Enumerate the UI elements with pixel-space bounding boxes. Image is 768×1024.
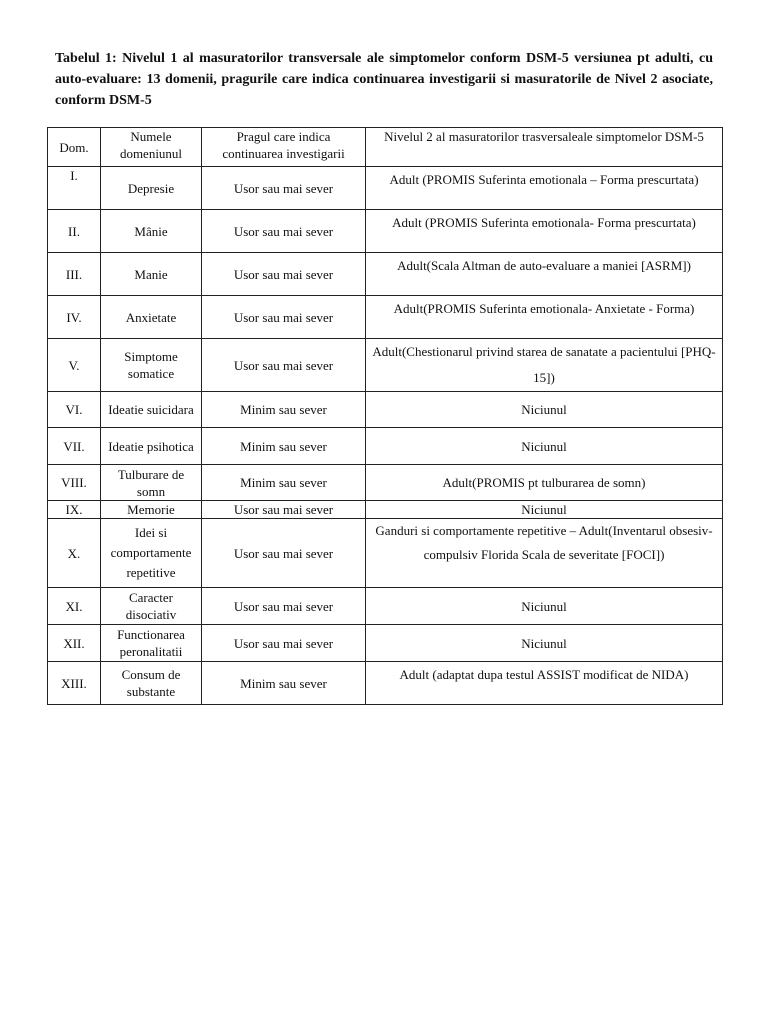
cell-name: Manie (101, 253, 202, 296)
cell-dom: X. (48, 519, 101, 588)
header-prag: Pragul care indica continuarea investigarii (202, 128, 366, 167)
cell-prag: Usor sau mai sever (202, 519, 366, 588)
table-row (48, 428, 723, 465)
cell-name: Caracter disociativ (101, 588, 202, 625)
cell-nivel: Niciunul (366, 501, 723, 519)
table-row (48, 296, 723, 339)
header-name: Numele domeniunul (101, 128, 202, 167)
cell-dom: IV. (48, 296, 101, 339)
cell-dom: II. (48, 210, 101, 253)
table-row (48, 625, 723, 662)
table-header-row (48, 128, 723, 167)
header-dom: Dom. (48, 128, 101, 167)
cell-name: Idei si comportamente repetitive (101, 519, 202, 588)
cell-prag: Usor sau mai sever (202, 167, 366, 210)
cell-prag: Usor sau mai sever (202, 296, 366, 339)
cell-dom: VI. (48, 392, 101, 428)
table-row (48, 519, 723, 588)
cell-prag: Minim sau sever (202, 662, 366, 705)
table-row (48, 662, 723, 705)
cell-nivel: Adult(PROMIS pt tulburarea de somn) (366, 465, 723, 501)
cell-name: Anxietate (101, 296, 202, 339)
table-row (48, 210, 723, 253)
cell-prag: Usor sau mai sever (202, 339, 366, 392)
cell-dom: VIII. (48, 465, 101, 501)
cell-prag: Usor sau mai sever (202, 625, 366, 662)
cell-dom: XII. (48, 625, 101, 662)
table-row (48, 339, 723, 392)
cell-name: Mânie (101, 210, 202, 253)
cell-prag: Minim sau sever (202, 392, 366, 428)
cell-prag: Usor sau mai sever (202, 588, 366, 625)
cell-name: Simptome somatice (101, 339, 202, 392)
cell-prag: Usor sau mai sever (202, 501, 366, 519)
cell-prag: Usor sau mai sever (202, 253, 366, 296)
table-row (48, 501, 723, 519)
cell-nivel: Adult (PROMIS Suferinta emotionala- Forma prescurtata) (366, 210, 723, 253)
cell-nivel: Adult(Scala Altman de auto-evaluare a maniei [ASRM]) (366, 253, 723, 296)
cell-name: Depresie (101, 167, 202, 210)
table-row (48, 392, 723, 428)
cell-name: Consum de substante (101, 662, 202, 705)
dsm5-domains-table (47, 127, 723, 705)
cell-nivel: Adult(Chestionarul privind starea de sanatate a pacientului [PHQ-15]) (366, 339, 723, 392)
header-nivel: Nivelul 2 al masuratorilor trasversaleale simptomelor DSM-5 (366, 128, 723, 167)
cell-nivel: Adult (PROMIS Suferinta emotionala – Forma prescurtata) (366, 167, 723, 210)
table-row (48, 253, 723, 296)
cell-dom: XIII. (48, 662, 101, 705)
cell-name: Functionarea peronalitatii (101, 625, 202, 662)
cell-nivel: Niciunul (366, 428, 723, 465)
cell-name: Ideatie suicidara (101, 392, 202, 428)
table-row (48, 588, 723, 625)
cell-nivel: Niciunul (366, 392, 723, 428)
cell-name: Ideatie psihotica (101, 428, 202, 465)
cell-name: Tulburare de somn (101, 465, 202, 501)
cell-dom: V. (48, 339, 101, 392)
cell-prag: Minim sau sever (202, 428, 366, 465)
cell-nivel: Adult (adaptat dupa testul ASSIST modificat de NIDA) (366, 662, 723, 705)
cell-nivel: Adult(PROMIS Suferinta emotionala- Anxietate - Forma) (366, 296, 723, 339)
cell-name: Memorie (101, 501, 202, 519)
cell-dom: VII. (48, 428, 101, 465)
table-row (48, 465, 723, 501)
cell-dom: IX. (48, 501, 101, 519)
cell-nivel: Ganduri si comportamente repetitive – Adult(Inventarul obsesiv-compulsiv Florida Scala de severitate [FOCI]) (366, 519, 723, 588)
cell-dom: I. (48, 167, 101, 210)
table-row (48, 167, 723, 210)
cell-nivel: Niciunul (366, 588, 723, 625)
cell-dom: III. (48, 253, 101, 296)
cell-prag: Minim sau sever (202, 465, 366, 501)
table-caption: Tabelul 1: Nivelul 1 al masuratorilor transversale ale simptomelor conform DSM-5 versiunea pt adulti, cu auto-evaluare: 13 domenii, pragurile care indica continuarea investigarii si masuratorile de Nivel 2 asociate, conform DSM-5 (55, 51, 713, 108)
cell-dom: XI. (48, 588, 101, 625)
cell-prag: Usor sau mai sever (202, 210, 366, 253)
cell-nivel: Niciunul (366, 625, 723, 662)
